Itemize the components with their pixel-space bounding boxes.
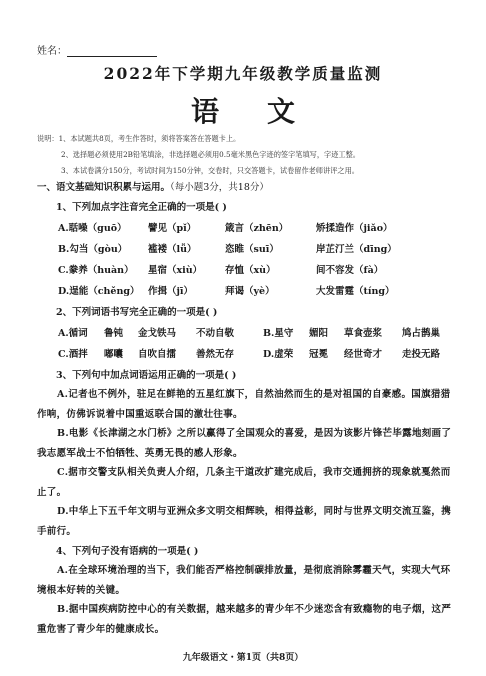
- section-1-title: 一、语文基础知识积累与运用。: [37, 182, 171, 193]
- q2-c-2: 嘟囔: [104, 349, 124, 360]
- q1-a-3: 箴言（zhēn）: [225, 223, 289, 234]
- q1-a-4: 矫揉造作（jiǎo）: [316, 223, 393, 234]
- q1-c-3: 存恤（xù）: [225, 265, 276, 276]
- name-label: 姓名：: [37, 46, 67, 57]
- q1-b-1: B.勾当（gòu）: [58, 244, 128, 255]
- q1-stem: 1、下列加点字注音完全正确的一项是( ): [56, 202, 227, 213]
- note-1: 说明：1、本试题共8页，考生作答时，须将答案答在答题卡上。: [37, 134, 241, 143]
- q2-c-1: C.酒拌: [58, 349, 88, 360]
- q4-option-a: A.在全球环境治理的当下，我们能否严格控制碳排放量，是彻底消除雾霾天气，实现大气环境根本好转的关键。: [37, 565, 451, 596]
- q4-stem: 4、下列句子没有语病的一项是( ): [56, 546, 199, 557]
- q2-b-2: 媚阳: [309, 328, 329, 339]
- q2-c-4: 善然无存: [196, 349, 235, 360]
- q2-a-4: 不动自敬: [196, 328, 235, 339]
- q2-b-4: 鸠占鹊巢: [402, 328, 441, 339]
- q4-option-b: B.据中国疾病防控中心的有关数据，越来越多的青少年不少迷恋含有致瘾物的电子烟，这严重危害了青少年的健康成长。: [37, 604, 452, 635]
- note-2: 2、选择题必须使用2B铅笔填涂，非选择题必须用0.5毫米黑色字迹的签字笔填写，字迹工整。: [61, 150, 360, 159]
- q2-stem: 2、下列词语书写完全正确的一项是( ): [56, 307, 218, 318]
- page-footer: 九年级语文・第1页（共8页）: [182, 653, 304, 663]
- q2-d-4: 走投无路: [402, 349, 441, 360]
- q2-d-3: 经世奇才: [344, 349, 383, 360]
- q1-d-4: 大发雷霆（tíng）: [316, 286, 395, 297]
- q1-c-4: 间不容发（fà）: [316, 265, 384, 276]
- q3-option-b: B.电影《长津湖之水门桥》之所以赢得了全国观众的喜爱，是因为该影片锋芒毕露地刻画了我志愿军战士不怕牺牲、英勇无畏的感人形象。: [37, 428, 452, 459]
- q1-c-2: 星宿（xiù）: [148, 265, 203, 276]
- q1-d-3: 拜谒（yè）: [225, 286, 275, 297]
- subject-title: 语文: [190, 95, 343, 128]
- q3-stem: 3、下列句中加点词语运用正确的一项是( ): [56, 370, 237, 381]
- q2-a-2: 鲁钝: [104, 328, 124, 339]
- exam-notes: [37, 131, 457, 179]
- q1-d-1: D.逞能（chěng）: [58, 286, 140, 297]
- exam-title: 2022年下学期九年级教学质量监测: [103, 64, 383, 83]
- section-1-instruction: （每小题3分，共18分）: [170, 182, 269, 193]
- q2-a-3: 金戈铁马: [138, 328, 177, 339]
- q2-b-1: B.星守: [263, 328, 294, 339]
- q3-option-c: C.据市交警支队相关负责人介绍，几条主干道改扩建完成后，我市交通拥挤的现象就戛然而止了。: [37, 467, 451, 498]
- q1-b-3: 恣睢（suī）: [225, 244, 279, 255]
- name-blank-line: [67, 45, 157, 57]
- q1-a-1: A.聒噪（guō）: [58, 223, 127, 234]
- q1-a-2: 譬见（pǐ）: [148, 223, 197, 234]
- q3-option-d: D.中华上下五千年文明与亚洲众多文明交相辉映，相得益彰，同时与世界文明交流互鉴，携手前行。: [37, 506, 452, 537]
- q1-d-2: 作揖（jī）: [148, 286, 194, 297]
- note-3: 3、本试卷满分150分，考试时间为150分钟，交卷时，只交答题卡，试卷留作老师讲评之用。: [61, 166, 359, 175]
- q2-b-3: 草食壶浆: [344, 328, 383, 339]
- q1-c-1: C.豢养（huàn）: [58, 265, 134, 276]
- section-1-heading: [37, 179, 269, 193]
- q1-b-4: 岸芷汀兰（dīng）: [316, 244, 397, 255]
- q2-c-3: 自吹自擂: [138, 349, 177, 360]
- q2-d-2: 冠冕: [309, 349, 329, 360]
- q2-d-1: D.虚荣: [263, 349, 294, 360]
- q2-a-1: A.循词: [58, 328, 88, 339]
- q1-b-2: 褴褛（lǚ）: [148, 244, 197, 255]
- name-field: [37, 42, 157, 57]
- q3-option-a: A.记者也不例外，驻足在鲜艳的五星红旗下，自然油然而生的是对祖国的自豪感。国旗猎猎作响，仿佛诉说着中国重返联合国的激壮往事。: [37, 389, 451, 420]
